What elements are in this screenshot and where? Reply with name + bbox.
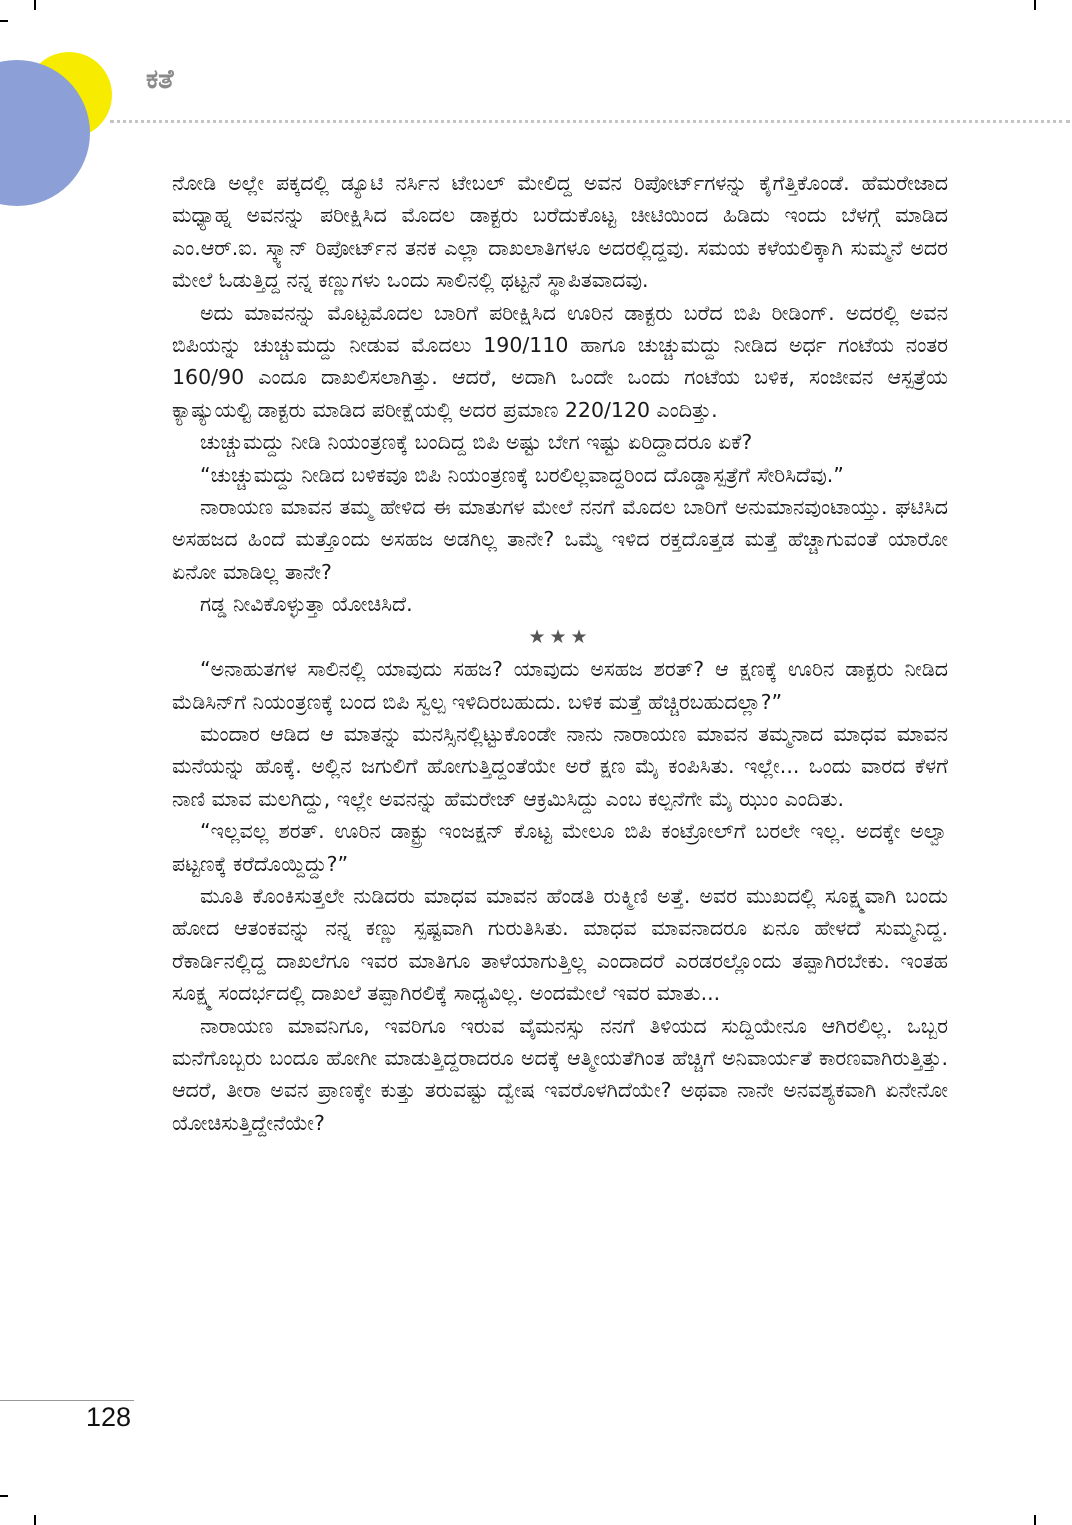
crop-mark-top-left xyxy=(34,0,36,10)
dotted-header-rule xyxy=(110,120,1070,123)
paragraph: “ಚುಚ್ಚುಮದ್ದು ನೀಡಿದ ಬಳಿಕವೂ ಬಿಪಿ ನಿಯಂತ್ರಣಕ್ಕೆ ಬರಲಿಲ್ಲವಾದ್ದರಿಂದ ದೊಡ್ಡಾಸ್ಪತ್ರೆಗೆ ಸೇರಿಸಿದೆವು.” xyxy=(200,462,844,487)
paragraph: ಅದು ಮಾವನನ್ನು ಮೊಟ್ಟಮೊದಲ ಬಾರಿಗೆ ಪರೀಕ್ಷಿಸಿದ ಊರಿನ ಡಾಕ್ಟರು ಬರೆದ ಬಿಪಿ ರೀಡಿಂಗ್. ಅದರಲ್ಲಿ ಅವನ ಬಿಪಿಯನ್ನು ಚುಚ್ಚುಮದ್ದು ನೀಡುವ ಮೊದಲು 190/110 ಹಾಗೂ ಚುಚ್ಚುಮದ್ದು ನೀಡಿದ ಅರ್ಧ ಗಂಟೆಯ ನಂತರ 160/90 ಎಂದೂ ದಾಖಲಿಸಲಾಗಿತ್ತು. ಆದರೆ, ಅದಾಗಿ ಒಂದೇ ಒಂದು ಗಂಟೆಯ ಬಳಿಕ, ಸಂಜೀವನ ಆಸ್ಪತ್ರೆಯ ಕ್ಯಾಷ್ಯುಯಲ್ಟಿ ಡಾಕ್ಟರು ಮಾಡಿದ ಪರೀಕ್ಷೆಯಲ್ಲಿ ಅದರ ಪ್ರಮಾಣ 220/120 ಎಂದಿತ್ತು. xyxy=(172,300,948,422)
paragraph: “ಅನಾಹುತಗಳ ಸಾಲಿನಲ್ಲಿ ಯಾವುದು ಸಹಜ? ಯಾವುದು ಅಸಹಜ ಶರತ್? ಆ ಕ್ಷಣಕ್ಕೆ ಊರಿನ ಡಾಕ್ಟರು ನೀಡಿದ ಮೆಡಿಸಿನ್‌ಗೆ ನಿಯಂತ್ರಣಕ್ಕೆ ಬಂದ ಬಿಪಿ ಸ್ವಲ್ಪ ಇಳಿದಿರಬಹುದು. ಬಳಿಕ ಮತ್ತೆ ಹೆಚ್ಚಿರಬಹುದಲ್ಲಾ?” xyxy=(172,657,948,714)
paragraph: ನೋಡಿ ಅಲ್ಲೇ ಪಕ್ಕದಲ್ಲಿ ಡ್ಯೂಟಿ ನರ್ಸಿನ ಟೇಬಲ್ ಮೇಲಿದ್ದ ಅವನ ರಿಪೋರ್ಟ್‌ಗಳನ್ನು ಕೈಗೆತ್ತಿಕೊಂಡೆ. ಹೆಮರೇಜಾದ ಮಧ್ಯಾಹ್ನ ಅವನನ್ನು ಪರೀಕ್ಷಿಸಿದ ಮೊದಲ ಡಾಕ್ಟರು ಬರೆದುಕೊಟ್ಟ ಚೀಟಿಯಿಂದ ಹಿಡಿದು ಇಂದು ಬೆಳಗ್ಗೆ ಮಾಡಿದ ಎಂ.ಆರ್.ಐ. ಸ್ಕ್ಯಾನ್ ರಿಪೋರ್ಟ್‌ನ ತನಕ ಎಲ್ಲಾ ದಾಖಲಾತಿಗಳೂ ಅದರಲ್ಲಿದ್ದವು. ಸಮಯ ಕಳೆಯಲಿಕ್ಕಾಗಿ ಸುಮ್ಮನೆ ಅದರ ಮೇಲೆ ಓಡುತ್ತಿದ್ದ ನನ್ನ ಕಣ್ಣುಗಳು ಒಂದು ಸಾಲಿನಲ್ಲಿ ಥಟ್ಟನೆ ಸ್ಥಾಪಿತವಾದವು. xyxy=(172,171,948,293)
section-separator-stars: ★★★ xyxy=(528,625,592,648)
story-text xyxy=(172,167,948,1139)
crop-mark-top-left-side xyxy=(0,20,8,22)
crop-mark-bottom-right xyxy=(1034,1515,1036,1525)
footer-rule xyxy=(0,1400,134,1401)
paragraph: ಮೂತಿ ಕೊಂಕಿಸುತ್ತಲೇ ನುಡಿದರು ಮಾಧವ ಮಾವನ ಹೆಂಡತಿ ರುಕ್ಮಿಣಿ ಅತ್ತೆ. ಅವರ ಮುಖದಲ್ಲಿ ಸೂಕ್ಷ್ಮವಾಗಿ ಬಂದು ಹೋದ ಆತಂಕವನ್ನು ನನ್ನ ಕಣ್ಣು ಸ್ಪಷ್ಟವಾಗಿ ಗುರುತಿಸಿತು. ಮಾಧವ ಮಾವನಾದರೂ ಏನೂ ಹೇಳದೆ ಸುಮ್ಮನಿದ್ದ. ರೆಕಾರ್ಡಿನಲ್ಲಿದ್ದ ದಾಖಲೆಗೂ ಇವರ ಮಾತಿಗೂ ತಾಳೆಯಾಗುತ್ತಿಲ್ಲ ಎಂದಾದರೆ ಎರಡರಲ್ಲೊಂದು ತಪ್ಪಾಗಿರಬೇಕು. ಇಂತಹ ಸೂಕ್ಷ್ಮ ಸಂದರ್ಭದಲ್ಲಿ ದಾಖಲೆ ತಪ್ಪಾಗಿರಲಿಕ್ಕೆ ಸಾಧ್ಯವಿಲ್ಲ. ಅಂದಮೇಲೆ ಇವರ ಮಾತು... xyxy=(172,883,948,1006)
section-title: ಕತೆ xyxy=(146,64,174,95)
crop-mark-top-right xyxy=(1034,0,1036,10)
crop-mark-bottom-left xyxy=(34,1515,36,1525)
page-number: 128 xyxy=(86,1402,132,1432)
paragraph: ಗಡ್ಡ ನೀವಿಕೊಳ್ಳುತ್ತಾ ಯೋಚಿಸಿದೆ. xyxy=(200,592,413,617)
paragraph: ನಾರಾಯಣ ಮಾವನಿಗೂ, ಇವರಿಗೂ ಇರುವ ವೈಮನಸ್ಸು ನನಗೆ ತಿಳಿಯದ ಸುದ್ದಿಯೇನೂ ಆಗಿರಲಿಲ್ಲ. ಒಬ್ಬರ ಮನೆಗೊಬ್ಬರು ಬಂದೂ ಹೋಗೀ ಮಾಡುತ್ತಿದ್ದರಾದರೂ ಅದಕ್ಕೆ ಆತ್ಮೀಯತೆಗಿಂತ ಹೆಚ್ಚಿಗೆ ಅನಿವಾರ್ಯತೆ ಕಾರಣವಾಗಿರುತ್ತಿತ್ತು. ಆದರೆ, ತೀರಾ ಅವನ ಪ್ರಾಣಕ್ಕೇ ಕುತ್ತು ತರುವಷ್ಟು ದ್ವೇಷ ಇವರೊಳಗಿದೆಯೇ? ಅಥವಾ ನಾನೇ ಅನವಶ್ಯಕವಾಗಿ ಏನೇನೋ ಯೋಚಿಸುತ್ತಿದ್ದೇನೆಯೇ? xyxy=(172,1013,948,1135)
paragraph: “ಇಲ್ಲವಲ್ಲ ಶರತ್. ಊರಿನ ಡಾಕ್ಟ್ರು ಇಂಜಕ್ಷನ್ ಕೊಟ್ಟ ಮೇಲೂ ಬಿಪಿ ಕಂಟ್ರೋಲ್‌ಗೆ ಬರಲೇ ಇಲ್ಲ. ಅದಕ್ಕೇ ಅಲ್ವಾ ಪಟ್ಟಣಕ್ಕೆ ಕರೆದೊಯ್ದಿದ್ದು?” xyxy=(172,819,948,876)
paragraph: ಮಂದಾರ ಆಡಿದ ಆ ಮಾತನ್ನು ಮನಸ್ಸಿನಲ್ಲಿಟ್ಟುಕೊಂಡೇ ನಾನು ನಾರಾಯಣ ಮಾವನ ತಮ್ಮನಾದ ಮಾಧವ ಮಾವನ ಮನೆಯನ್ನು ಹೊಕ್ಕೆ. ಅಲ್ಲಿನ ಜಗುಲಿಗೆ ಹೋಗುತ್ತಿದ್ದಂತೆಯೇ ಅರೆ ಕ್ಷಣ ಮೈ ಕಂಪಿಸಿತು. ಇಲ್ಲೇ... ಒಂದು ವಾರದ ಕೆಳಗೆ ನಾಣಿ ಮಾವ ಮಲಗಿದ್ದು, ಇಲ್ಲೇ ಅವನನ್ನು ಹೆಮರೇಜ್ ಆಕ್ರಮಿಸಿದ್ದು ಎಂಬ ಕಲ್ಪನೆಗೇ ಮೈ ಝುಂ ಎಂದಿತು. xyxy=(172,721,948,811)
paragraph: ಚುಚ್ಚುಮದ್ದು ನೀಡಿ ನಿಯಂತ್ರಣಕ್ಕೆ ಬಂದಿದ್ದ ಬಿಪಿ ಅಷ್ಟು ಬೇಗ ಇಷ್ಟು ಏರಿದ್ದಾದರೂ ಏಕೆ? xyxy=(200,430,753,455)
crop-mark-bottom-left-side xyxy=(0,1495,8,1497)
paragraph: ನಾರಾಯಣ ಮಾವನ ತಮ್ಮ ಹೇಳಿದ ಈ ಮಾತುಗಳ ಮೇಲೆ ನನಗೆ ಮೊದಲ ಬಾರಿಗೆ ಅನುಮಾನವುಂಟಾಯ್ತು. ಘಟಿಸಿದ ಅಸಹಜದ ಹಿಂದೆ ಮತ್ತೊಂದು ಅಸಹಜ ಅಡಗಿಲ್ಲ ತಾನೇ? ಒಮ್ಮೆ ಇಳಿದ ರಕ್ತದೊತ್ತಡ ಮತ್ತೆ ಹೆಚ್ಚಾಗುವಂತೆ ಯಾರೋ ಏನೋ ಮಾಡಿಲ್ಲ ತಾನೇ? xyxy=(172,495,948,584)
